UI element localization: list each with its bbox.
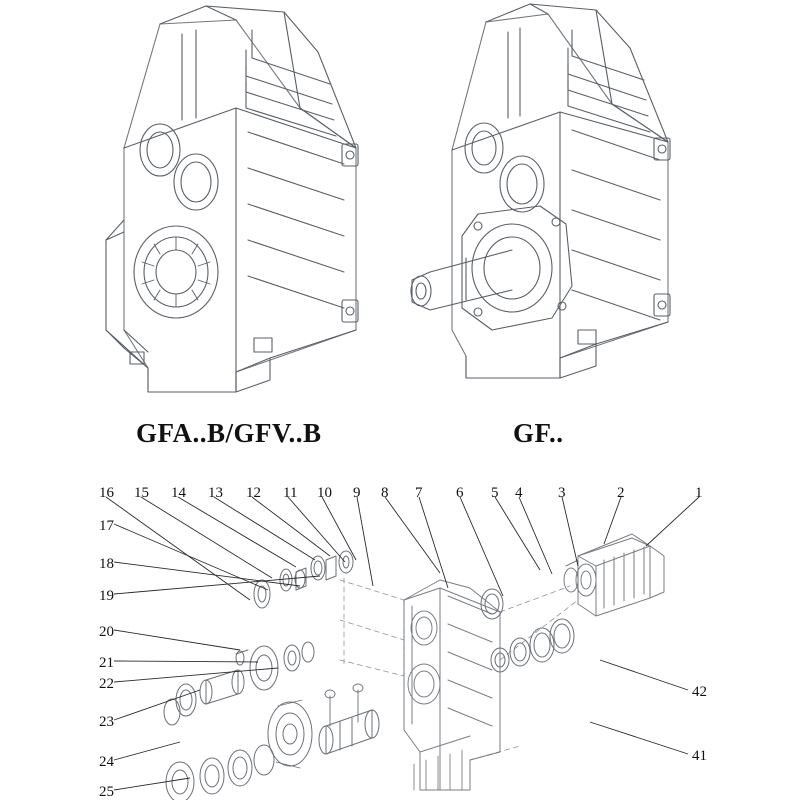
callout-number-16: 16: [99, 485, 114, 501]
caption-gf: GF..: [513, 418, 564, 448]
callout-number-17: 17: [99, 518, 114, 534]
callout-number-14: 14: [171, 485, 186, 501]
callout-number-5: 5: [491, 485, 499, 501]
callout-number-4: 4: [515, 485, 523, 501]
callout-number-10: 10: [317, 485, 332, 501]
exploded-parts-diagram: [164, 534, 664, 800]
callout-number-6: 6: [456, 485, 464, 501]
caption-gfa-gfv: GFA..B/GFV..B: [136, 418, 322, 448]
callout-number-9: 9: [353, 485, 361, 501]
callout-number-19: 19: [99, 588, 114, 604]
callout-number-24: 24: [99, 754, 114, 770]
callout-number-2: 2: [617, 485, 625, 501]
callout-number-1: 1: [695, 485, 703, 501]
callout-number-11: 11: [283, 485, 298, 501]
callout-number-20: 20: [99, 624, 114, 640]
callout-number-18: 18: [99, 556, 114, 572]
callout-number-41: 41: [692, 748, 707, 764]
callout-number-12: 12: [246, 485, 261, 501]
gearbox-view-left: [106, 6, 358, 392]
gearbox-view-right: [411, 4, 670, 378]
callout-number-7: 7: [415, 485, 423, 501]
callout-number-25: 25: [99, 784, 114, 800]
callout-leader-lines: [106, 497, 699, 790]
callout-number-23: 23: [99, 714, 114, 730]
callout-number-8: 8: [381, 485, 389, 501]
callout-number-15: 15: [134, 485, 149, 501]
callout-number-13: 13: [208, 485, 223, 501]
callout-number-42: 42: [692, 684, 707, 700]
callout-number-21: 21: [99, 655, 114, 671]
callout-number-3: 3: [558, 485, 566, 501]
callout-number-22: 22: [99, 676, 114, 692]
